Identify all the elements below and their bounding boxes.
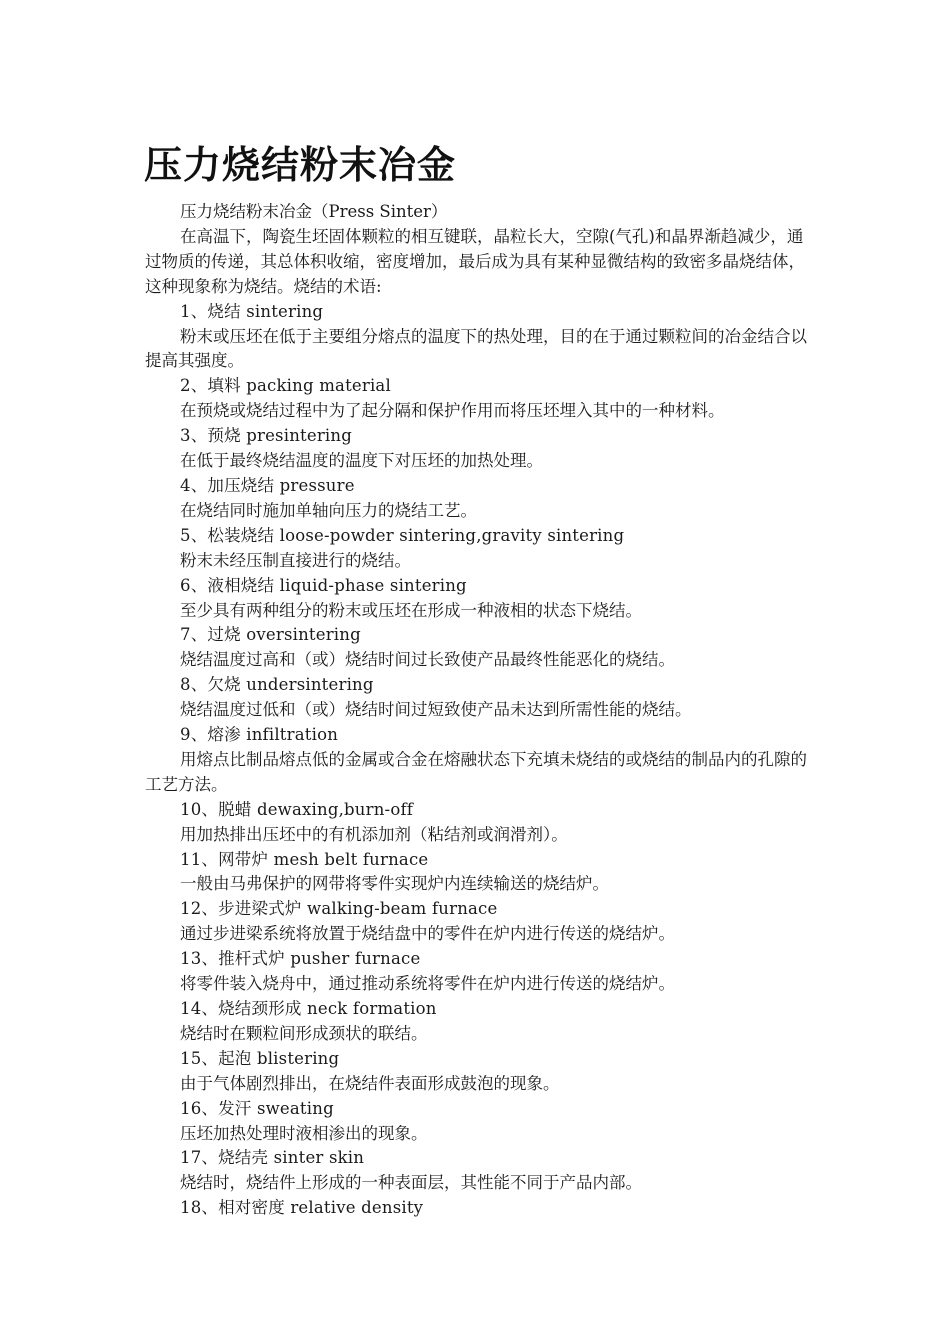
term-definition: 用熔点比制品熔点低的金属或合金在熔融状态下充填未烧结的或烧结的制品内的孔隙的工艺方法。 — [145, 749, 807, 794]
term-heading: 6、液相烧结 liquid-phase sintering — [180, 575, 467, 595]
term-heading: 9、熔渗 infiltration — [180, 725, 339, 745]
term-heading: 7、过烧 oversintering — [180, 625, 361, 645]
term-heading: 5、松装烧结 loose-powder sintering,gravity sintering — [180, 525, 625, 545]
subtitle-paragraph: 压力烧结粉末冶金（Press Sinter） — [180, 202, 448, 221]
term-definition: 一般由马弗保护的网带将零件实现炉内连续输送的烧结炉。 — [180, 874, 609, 894]
term-definition: 在预烧或烧结过程中为了起分隔和保护作用而将压坯埋入其中的一种材料。 — [180, 401, 725, 421]
term-definition: 粉末未经压制直接进行的烧结。 — [180, 550, 411, 570]
term-definition: 粉末或压坯在低于主要组分熔点的温度下的热处理，目的在于通过颗粒间的冶金结合以提高其强度。 — [145, 326, 807, 371]
term-heading: 13、推杆式炉 pusher furnace — [180, 949, 421, 969]
term-heading: 15、起泡 blistering — [180, 1048, 340, 1068]
term-definition: 烧结时在颗粒间形成颈状的联结。 — [180, 1023, 428, 1043]
term-definition: 烧结温度过低和（或）烧结时间过短致使产品未达到所需性能的烧结。 — [180, 700, 692, 720]
term-definition: 由于气体剧烈排出，在烧结件表面形成鼓泡的现象。 — [180, 1073, 560, 1093]
term-heading: 4、加压烧结 pressure — [180, 475, 355, 495]
term-heading: 10、脱蜡 dewaxing,burn-off — [180, 799, 414, 819]
term-definition: 通过步进梁系统将放置于烧结盘中的零件在炉内进行传送的烧结炉。 — [180, 924, 675, 944]
term-heading: 14、烧结颈形成 neck formation — [180, 999, 437, 1018]
term-heading: 16、发汗 sweating — [180, 1098, 334, 1118]
term-definition: 烧结时，烧结件上形成的一种表面层，其性能不同于产品内部。 — [180, 1173, 642, 1193]
term-definition: 将零件装入烧舟中，通过推动系统将零件在炉内进行传送的烧结炉。 — [180, 974, 675, 994]
term-heading: 11、网带炉 mesh belt furnace — [180, 849, 429, 869]
term-definition: 在低于最终烧结温度的温度下对压坯的加热处理。 — [180, 451, 543, 471]
term-heading: 1、烧结 sintering — [180, 301, 324, 321]
term-definition: 烧结温度过高和（或）烧结时间过长致使产品最终性能恶化的烧结。 — [180, 650, 675, 670]
term-definition: 压坯加热处理时液相渗出的现象。 — [180, 1123, 428, 1143]
term-definition: 用加热排出压坯中的有机添加剂（粘结剂或润滑剂）。 — [180, 824, 568, 844]
document-body — [145, 200, 810, 1221]
term-heading: 8、欠烧 undersintering — [180, 675, 374, 695]
intro-paragraph: 在高温下，陶瓷生坯固体颗粒的相互键联，晶粒长大，空隙(气孔)和晶界渐趋减少，通过物质的传递，其总体积收缩，密度增加，最后成为具有某种显微结构的致密多晶烧结体，这种现象称为烧结。烧结的术语: — [145, 226, 805, 296]
term-definition: 在烧结同时施加单轴向压力的烧结工艺。 — [180, 500, 477, 520]
page-title: 压力烧结粉末冶金 — [144, 142, 457, 187]
term-heading: 17、烧结壳 sinter skin — [180, 1148, 365, 1168]
term-heading: 18、相对密度 relative density — [180, 1198, 424, 1218]
term-definition: 至少具有两种组分的粉末或压坯在形成一种液相的状态下烧结。 — [180, 600, 642, 620]
term-heading: 3、预烧 presintering — [180, 426, 352, 446]
term-heading: 12、步进梁式炉 walking-beam furnace — [180, 899, 498, 919]
term-heading: 2、填料 packing material — [180, 376, 391, 396]
